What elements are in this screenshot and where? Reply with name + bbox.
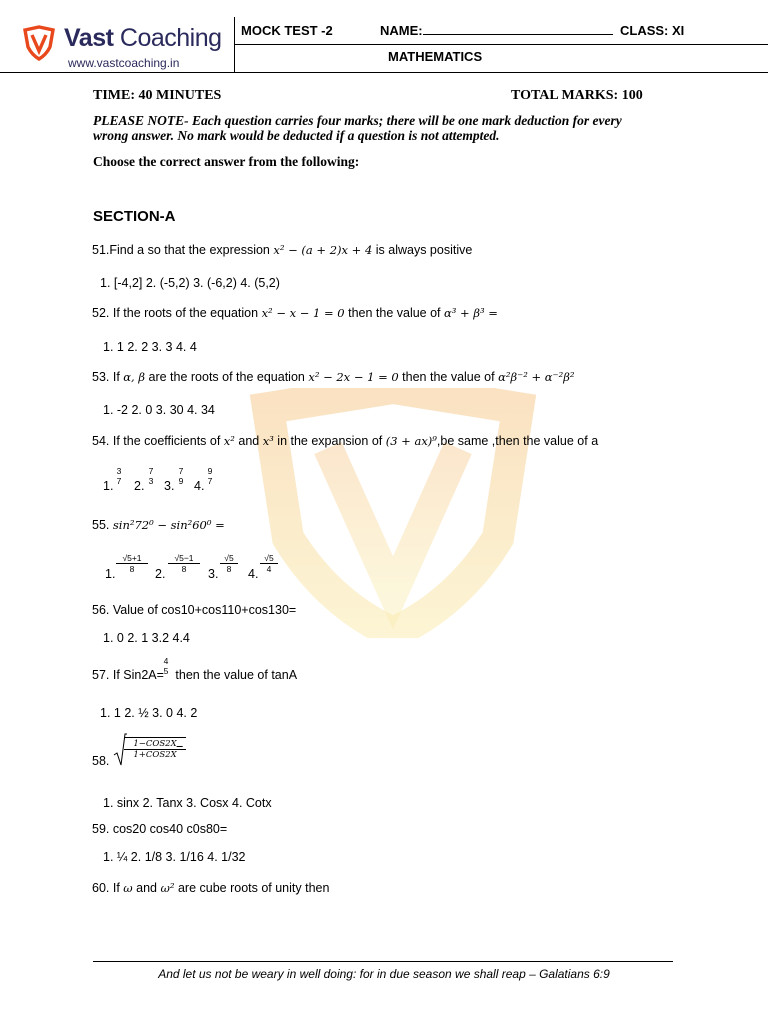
q58-label: 58.	[92, 754, 110, 768]
q55-option-2-den: 8	[181, 564, 187, 574]
q58-den: 1+COS2X	[133, 750, 177, 760]
q53-text-mid-2: then the value of	[398, 370, 499, 384]
question-55	[92, 518, 225, 532]
q54-option-1-den: 7	[116, 476, 122, 486]
q55-option-1-label: 1.	[105, 567, 116, 581]
q55-option-2-num: √5−1	[168, 553, 200, 564]
q54-option-4-num: 9	[207, 466, 213, 476]
q57-fraction	[161, 656, 171, 676]
q55-option-1-num: √5+1	[116, 553, 148, 564]
q54-option-3-num: 7	[178, 466, 184, 476]
q56-options: 1. 0 2. 1 3.2 4.4	[103, 631, 190, 645]
q55-option-3-den: 8	[226, 564, 232, 574]
total-marks-label: TOTAL MARKS: 100	[511, 88, 643, 103]
q55-option-4-fraction	[260, 553, 278, 574]
q54-math: x²	[223, 434, 235, 448]
header-bar	[0, 17, 768, 73]
q52-math: x² − x − 1 = 0	[261, 306, 345, 320]
note-line-2: wrong answer. No mark would be deducted if a question is not attempted.	[93, 128, 500, 143]
q54-option-4-fraction	[204, 466, 216, 486]
q53-math: α, β	[123, 370, 146, 384]
q54-math-3: (3 + ax)⁹	[385, 434, 437, 448]
q60-math-2: ω²	[160, 881, 175, 895]
q55-math: sin²72⁰ − sin²60⁰ =	[112, 518, 225, 532]
q54-option-1-label: 1.	[103, 479, 114, 493]
q53-text: 53. If	[92, 370, 124, 384]
question-52	[92, 306, 498, 320]
q55-option-4-label: 4.	[248, 567, 259, 581]
q55-option-4-den: 4	[266, 564, 272, 574]
q51-options: 1. [-4,2] 2. (-5,2) 3. (-6,2) 4. (5,2)	[100, 276, 280, 290]
q54-text-mid-2: in the expansion of	[273, 434, 386, 448]
q60-text-end: are cube roots of unity then	[174, 881, 330, 895]
q55-option-1-fraction	[116, 553, 148, 574]
q54-option-1-num: 3	[116, 466, 122, 476]
question-54	[92, 434, 598, 448]
header-row-divider	[234, 44, 768, 45]
q55-option-3-num: √5	[220, 553, 238, 564]
q54-option-4-den: 7	[207, 476, 213, 486]
test-name: MOCK TEST -2	[241, 23, 333, 38]
q57-num: 4	[163, 656, 169, 666]
watermark-shield-icon	[248, 388, 538, 638]
shield-logo-icon	[22, 25, 56, 61]
q57-text: 57. If Sin2A=	[92, 668, 164, 682]
q54-option-3-den: 9	[178, 476, 184, 486]
q55-option-3-fraction	[220, 553, 238, 574]
q57-den: 5	[163, 666, 169, 676]
q54-option-2-fraction	[145, 466, 157, 486]
q52-options: 1. 1 2. 2 3. 3 4. 4	[103, 340, 197, 354]
q57-options: 1. 1 2. ½ 3. 0 4. 2	[100, 706, 198, 720]
instruction: Choose the correct answer from the following:	[93, 154, 360, 169]
q55-option-2-label: 2.	[155, 567, 166, 581]
q55-text: 55.	[92, 518, 113, 532]
q54-option-2-num: 7	[148, 466, 154, 476]
q52-math-2: α³ + β³ =	[444, 306, 498, 320]
q51-text-end: is always positive	[372, 243, 473, 257]
q54-option-4-label: 4.	[194, 479, 205, 493]
question-57	[92, 668, 297, 682]
footer-quote: And let us not be weary in well doing: for in due season we shall reap – Galatians 6:9	[158, 967, 610, 981]
q51-text: 51.Find a so that the expression	[92, 243, 274, 257]
question-51	[92, 243, 472, 257]
q54-text-mid: and	[234, 434, 263, 448]
logo	[20, 23, 230, 69]
footer-divider	[93, 961, 673, 962]
brand-bold: Vast	[64, 24, 114, 52]
q58-num: 1−COS2X	[124, 739, 186, 750]
q52-text: 52. If the roots of the equation	[92, 306, 262, 320]
q59-options: 1. ¼ 2. 1/8 3. 1/16 4. 1/32	[103, 850, 246, 864]
name-label: NAME:	[380, 23, 423, 38]
q54-option-2-den: 3	[148, 476, 154, 486]
question-53	[92, 370, 574, 384]
q54-math-2: x³	[262, 434, 274, 448]
q55-option-1-den: 8	[129, 564, 135, 574]
name-field	[380, 23, 613, 38]
q58-options: 1. sinx 2. Tanx 3. Cosx 4. Cotx	[103, 796, 272, 810]
class-label: CLASS: XI	[620, 23, 685, 38]
q53-text-mid: are the roots of the equation	[145, 370, 309, 384]
q53-math-3: α²β⁻² + α⁻²β²	[498, 370, 575, 384]
question-59: 59. cos20 cos40 c0s80=	[92, 822, 228, 836]
note-line-1: PLEASE NOTE- Each question carries four marks; there will be one mark deduction for every	[93, 113, 622, 128]
name-blank	[423, 23, 613, 35]
q58-equals: =	[176, 741, 184, 755]
brand-rest: Coaching	[119, 24, 222, 52]
q53-math-2: x² − 2x − 1 = 0	[308, 370, 399, 384]
q60-text: 60. If	[92, 881, 124, 895]
section-title: SECTION-A	[93, 208, 176, 225]
q55-option-4-num: √5	[260, 553, 278, 564]
q51-math: x² − (a + 2)x + 4	[273, 243, 373, 257]
q60-text-mid: and	[132, 881, 161, 895]
q54-text-end: ,be same ,then the value of a	[436, 434, 599, 448]
website-link[interactable]: www.vastcoaching.in	[68, 56, 180, 70]
q52-text-mid: then the value of	[344, 306, 445, 320]
question-60	[92, 881, 329, 895]
q60-math: ω	[123, 881, 133, 895]
q54-option-3-label: 3.	[164, 479, 175, 493]
q54-option-2-label: 2.	[134, 479, 145, 493]
subject-label: MATHEMATICS	[388, 49, 483, 64]
q54-option-1-fraction	[113, 466, 125, 486]
q57-text-end: then the value of tanA	[171, 668, 298, 682]
q54-text: 54. If the coefficients of	[92, 434, 224, 448]
q53-options: 1. -2 2. 0 3. 30 4. 34	[103, 403, 215, 417]
q55-option-2-fraction	[168, 553, 200, 574]
q54-option-3-fraction	[175, 466, 187, 486]
time-label: TIME: 40 MINUTES	[93, 88, 222, 103]
question-56: 56. Value of cos10+cos110+cos130=	[92, 603, 297, 617]
q55-option-3-label: 3.	[208, 567, 219, 581]
